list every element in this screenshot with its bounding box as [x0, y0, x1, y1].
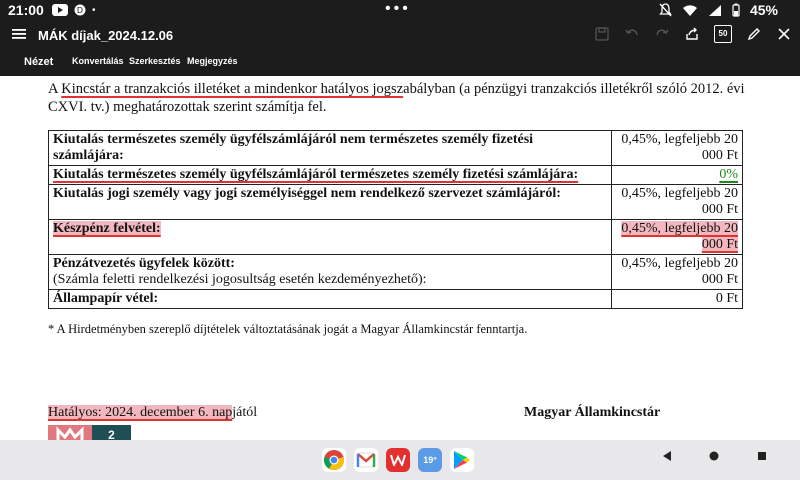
status-bar	[0, 0, 800, 22]
signal-icon	[708, 4, 722, 17]
app-bar	[0, 22, 800, 50]
system-nav-bar	[0, 440, 800, 480]
mute-bell-icon	[659, 3, 672, 17]
fee-description	[49, 220, 612, 255]
effective-date	[48, 405, 257, 421]
fee-description	[49, 290, 612, 309]
intro-text-start: A	[48, 81, 62, 97]
mak-logo-icon[interactable]	[48, 425, 92, 440]
back-icon[interactable]	[662, 450, 672, 462]
footnote: * A Hirdetményben szereplő díjtételek változtatásának jogát a Magyar Államkincstár fenntartja.	[48, 322, 528, 336]
play-store-icon[interactable]	[450, 448, 474, 472]
svg-text:D: D	[76, 6, 84, 15]
fee-zero: 0%	[719, 167, 738, 182]
document-title: MÁK díjak_2024.12.06	[38, 28, 174, 43]
row-label: Kiutalás természetes személy ügyfélszámlájáról nem természetes személy fizetési számlájára:	[53, 132, 534, 163]
fee-highlighted: 0,45%, legfeljebb 20 000 Ft	[621, 221, 738, 252]
table-row	[49, 290, 743, 309]
app-dock	[322, 448, 474, 472]
table-row	[49, 131, 743, 166]
battery-icon	[732, 3, 740, 17]
page-thumbnail-2[interactable]: 2	[92, 425, 131, 440]
table-row	[49, 220, 743, 255]
fee-description	[49, 185, 612, 220]
home-icon[interactable]	[708, 450, 720, 462]
tab-convert[interactable]: Konvertálás	[72, 56, 124, 66]
gmail-icon[interactable]	[354, 448, 378, 472]
redo-icon[interactable]	[654, 26, 670, 42]
row-label: Készpénz felvétel:	[53, 221, 161, 236]
fee-value	[612, 220, 743, 255]
more-dots: •••	[385, 0, 411, 17]
fee-value: 0,45%, legfeljebb 20 000 Ft	[612, 185, 743, 220]
chrome-icon[interactable]	[322, 448, 346, 472]
fee-description	[49, 166, 612, 185]
row-sublabel: (Számla feletti rendelkezési jogosultság esetén kezdeményezhető):	[53, 272, 427, 287]
edit-pencil-icon[interactable]	[746, 26, 762, 42]
row-label: Kiutalás jogi személy vagy jogi személyiséggel nem rendelkező szervezet számlájáról:	[53, 186, 561, 201]
table-row	[49, 185, 743, 220]
clock: 21:00	[8, 2, 44, 18]
notification-dot-icon: •	[92, 4, 96, 16]
share-icon[interactable]	[684, 26, 700, 42]
close-icon[interactable]	[776, 26, 792, 42]
tab-view[interactable]: Nézet	[24, 56, 54, 68]
recents-icon[interactable]	[756, 450, 768, 462]
system-nav-buttons	[662, 450, 768, 462]
document-page[interactable]	[0, 76, 800, 440]
fee-value: 0 Ft	[612, 290, 743, 309]
wps-office-icon[interactable]	[386, 448, 410, 472]
page-thumbnails[interactable]	[48, 425, 131, 440]
table-row	[49, 166, 743, 185]
organization-name: Magyar Államkincstár	[524, 405, 661, 420]
tab-annotate[interactable]: Megjegyzés	[187, 56, 238, 66]
intro-underlined-text: Kincstár a tranzakciós illetéket a mindenkor hatályos jogsz	[61, 81, 404, 97]
intro-paragraph	[48, 80, 748, 116]
row-label: Pénzátvezetés ügyfelek között:	[53, 256, 235, 271]
fee-value: 0,45%, legfeljebb 20 000 Ft	[612, 131, 743, 166]
fee-value	[612, 166, 743, 185]
hamburger-menu-icon[interactable]	[12, 27, 26, 41]
fee-description	[49, 255, 612, 290]
weather-icon[interactable]	[418, 448, 442, 472]
intro-text-rest: abályban (a pénzügyi tranzakciós illetékről szóló 2012. évi CXVI. tv.) meghatározottak szerint számítja fel.	[48, 81, 745, 115]
undo-icon[interactable]	[624, 26, 640, 42]
table-row	[49, 255, 743, 290]
page-count-badge[interactable]	[714, 25, 732, 43]
page-count: 50	[718, 29, 728, 38]
row-label: Kiutalás természetes személy ügyfélszámlájáról természetes személy fizetési számlájára:	[53, 167, 579, 182]
battery-level: 45%	[749, 2, 778, 18]
app-notification-icon	[74, 4, 86, 16]
fee-description	[49, 131, 612, 166]
row-label: Állampapír vétel:	[53, 291, 159, 306]
toolbar-tabs	[0, 50, 800, 76]
fee-table	[48, 130, 743, 309]
save-icon[interactable]	[594, 26, 610, 42]
fee-value: 0,45%, legfeljebb 20 000 Ft	[612, 255, 743, 290]
youtube-icon	[52, 4, 68, 16]
weather-temp: 19°	[423, 455, 437, 465]
tab-edit[interactable]: Szerkesztés	[129, 56, 181, 66]
effective-date-highlight: Hatályos: 2024. december 6. nap	[48, 405, 233, 420]
wifi-icon	[682, 4, 698, 17]
effective-date-rest: jától	[232, 405, 258, 420]
